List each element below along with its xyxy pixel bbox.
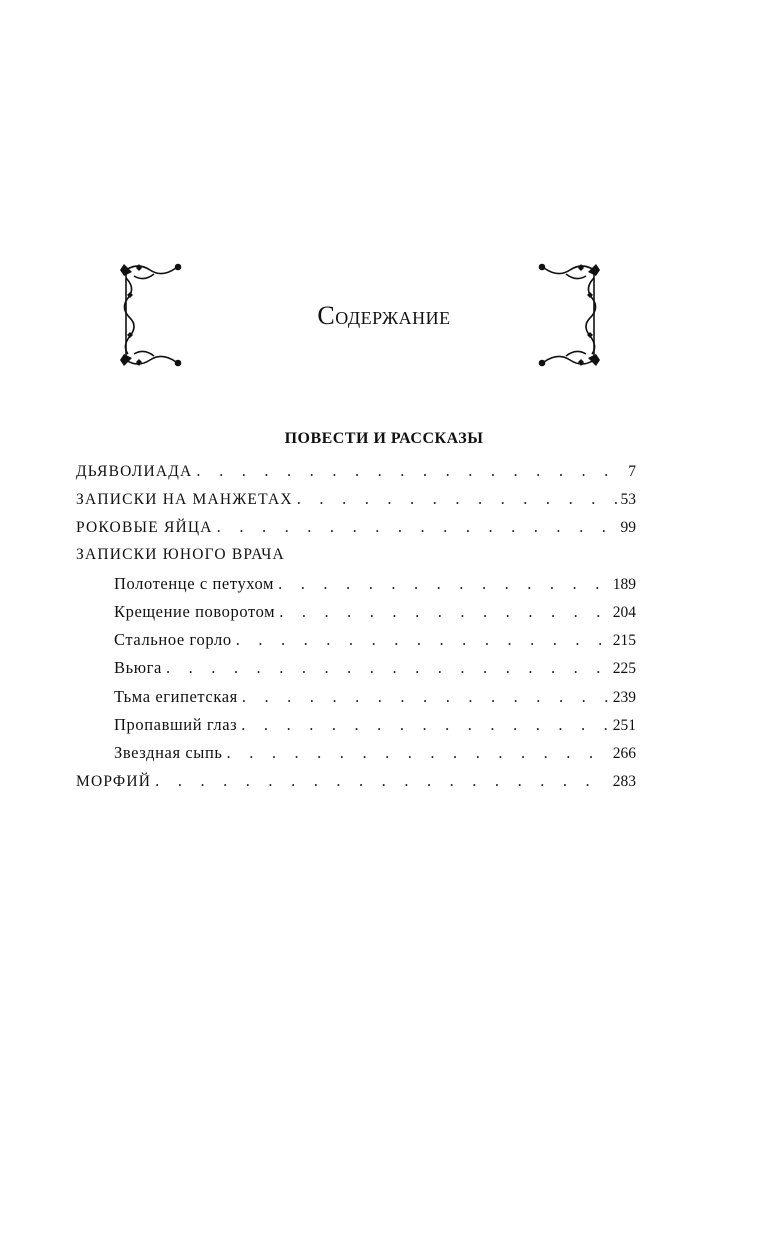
toc-entry-label: Пропавший глаз — [114, 714, 238, 734]
toc-entry-page: 7 — [628, 463, 636, 480]
toc-entry-page: 189 — [612, 575, 636, 593]
dot-leader — [166, 658, 609, 678]
dot-leader — [155, 771, 609, 791]
toc-entry[interactable] — [76, 715, 636, 743]
toc-entry[interactable] — [76, 461, 636, 489]
toc-entry-page: 251 — [612, 716, 636, 734]
toc-entry-label: ЗАПИСКИ НА МАНЖЕТАХ — [76, 491, 293, 509]
toc-entry[interactable] — [76, 517, 636, 545]
toc-entry-label: РОКОВЫЕ ЯЙЦА — [76, 519, 213, 537]
toc-entry-label: ДЬЯВОЛИАДА — [76, 463, 193, 480]
toc-entry-label: Вьюга — [114, 658, 162, 678]
toc-entry-page: 266 — [612, 744, 636, 762]
toc-entry[interactable] — [76, 658, 636, 686]
toc-group-heading — [76, 546, 636, 574]
dot-leader — [241, 715, 608, 735]
page-title: Содержание — [317, 301, 451, 330]
toc-entry-page: 225 — [612, 660, 636, 678]
toc-entry[interactable] — [76, 630, 636, 658]
toc-entry-page: 204 — [612, 603, 636, 621]
dot-leader — [227, 743, 609, 763]
toc-entry-label: Полотенце с петухом — [114, 573, 275, 593]
toc-entry[interactable] — [76, 602, 636, 630]
toc-entry-page: 283 — [612, 773, 636, 791]
toc-entry-label: Тьма египетская — [114, 686, 238, 706]
dot-leader — [278, 574, 609, 594]
contents-header — [0, 258, 768, 378]
right-ornament-icon — [528, 258, 606, 372]
toc-entry[interactable] — [76, 743, 636, 771]
toc-entry[interactable] — [76, 574, 636, 602]
dot-leader — [217, 517, 617, 537]
toc-entry-label: МОРФИЙ — [76, 773, 152, 791]
toc-entry-page: 239 — [612, 688, 636, 706]
toc-entry-label: ЗАПИСКИ ЮНОГО ВРАЧА — [76, 545, 285, 563]
table-of-contents — [76, 461, 636, 799]
toc-entry-page: 215 — [612, 632, 636, 650]
dot-leader — [297, 489, 617, 509]
dot-leader — [236, 630, 609, 650]
toc-entry[interactable] — [76, 489, 636, 517]
toc-entry-label: Звездная сыпь — [114, 742, 223, 762]
toc-entry[interactable] — [76, 771, 636, 799]
toc-entry-page: 99 — [620, 519, 636, 537]
dot-leader — [279, 602, 609, 622]
section-title: ПОВЕСТИ И РАССКАЗЫ — [284, 430, 484, 447]
toc-entry-page: 53 — [620, 491, 636, 509]
toc-entry[interactable] — [76, 687, 636, 715]
toc-entry-label: Крещение поворотом — [114, 601, 276, 621]
toc-entry-label: Стальное горло — [114, 630, 232, 650]
dot-leader — [242, 687, 609, 707]
dot-leader — [196, 461, 624, 481]
